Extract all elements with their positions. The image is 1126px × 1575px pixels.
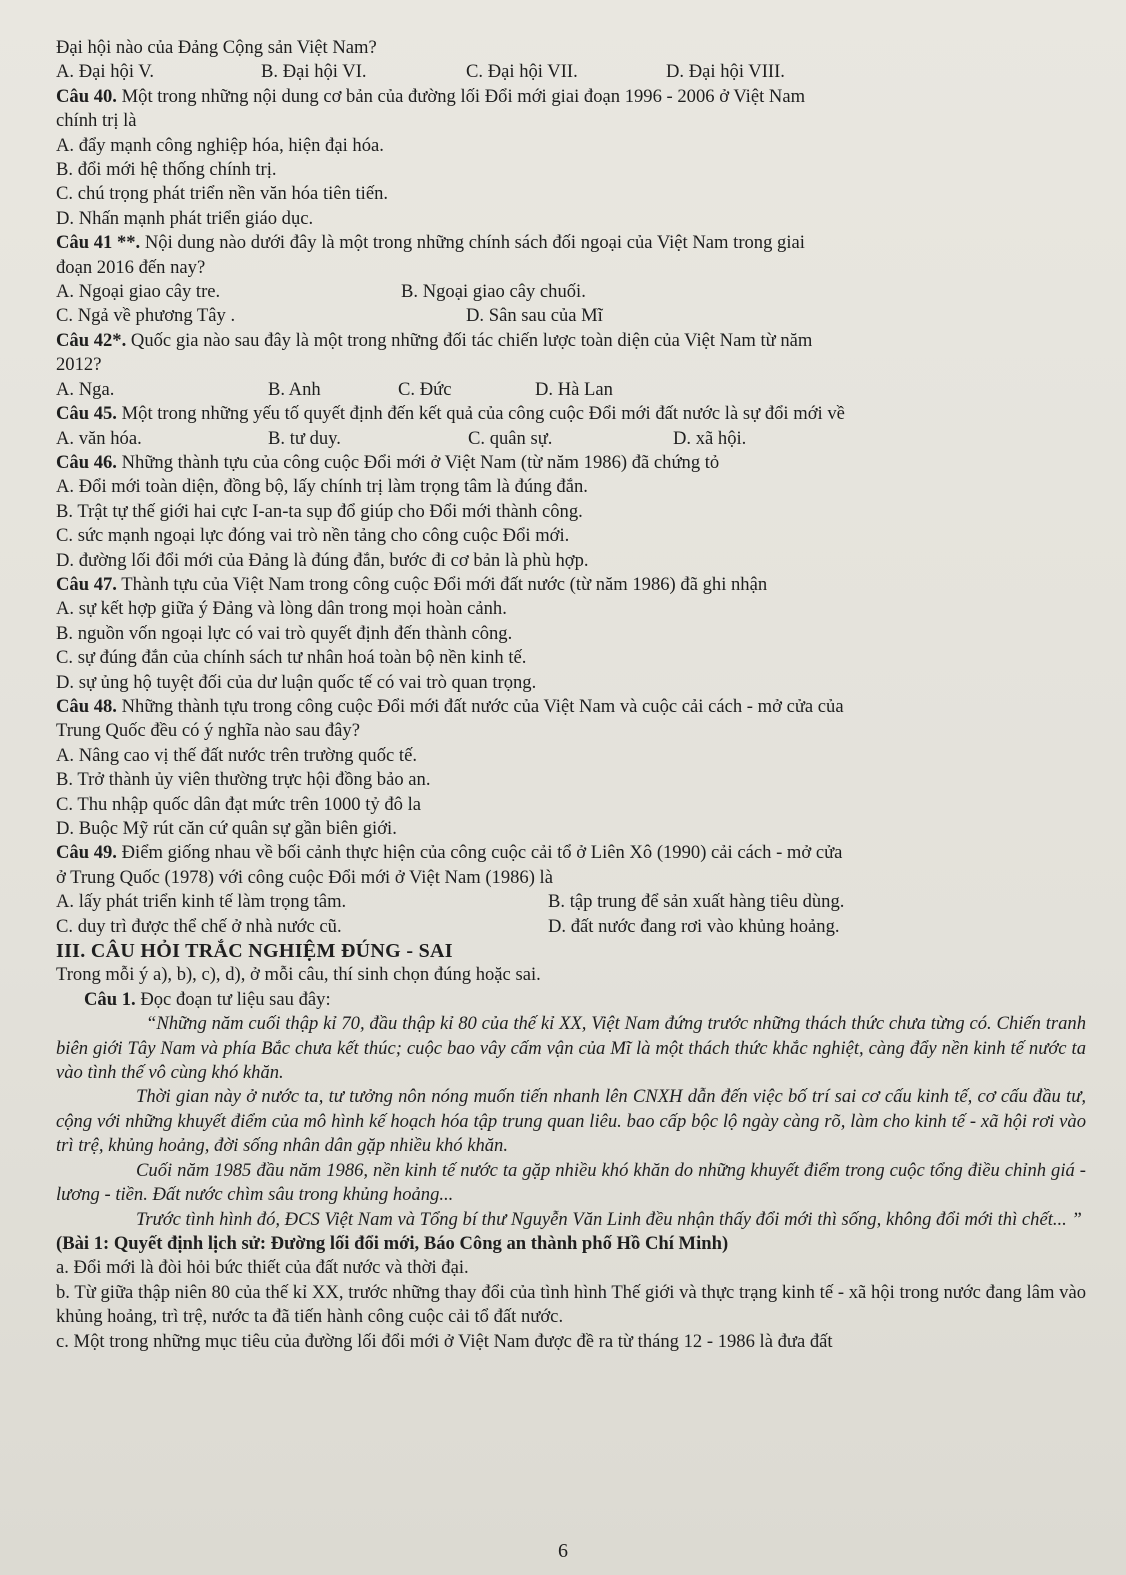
- q47-stem: Thành tựu của Việt Nam trong công cuộc Đổi mới đất nước (từ năm 1986) đã ghi nhận: [116, 573, 768, 595]
- q40-option-c: C. chú trọng phát triển nền văn hóa tiên tiến.: [56, 183, 389, 205]
- q39-stem: Đại hội nào của Đảng Cộng sản Việt Nam?: [56, 37, 377, 58]
- q41-option-c: C. Ngả về phương Tây .: [56, 305, 236, 327]
- q48-option-c: C. Thu nhập quốc dân đạt mức trên 1000 tỷ đô la: [56, 793, 422, 815]
- q49-options-row2: [56, 915, 1086, 939]
- page-content: [56, 36, 1086, 1354]
- q45-option-a: A. văn hóa.: [56, 427, 142, 449]
- q42-stem-line2: 2012?: [56, 354, 102, 376]
- q49-stem: Điểm giống nhau về bối cảnh thực hiện của công cuộc cải tổ ở Liên Xô (1990) cải cách - mở cửa: [116, 842, 843, 864]
- q47-option-c: C. sự đúng đắn của chính sách tư nhân hoá toàn bộ nền kinh tế.: [56, 647, 527, 669]
- q39-options: [56, 60, 1086, 84]
- q45-option-c: C. quân sự.: [468, 427, 553, 449]
- q47-option-d: D. sự ủng hộ tuyệt đối của dư luận quốc tế có vai trò quan trọng.: [56, 671, 537, 693]
- q48-option-a: A. Nâng cao vị thế đất nước trên trường quốc tế.: [56, 744, 417, 766]
- c1-source: (Bài 1: Quyết định lịch sử: Đường lối đổi mới, Báo Công an thành phố Hồ Chí Minh): [56, 1232, 729, 1254]
- q42-stem-line1: [56, 329, 1086, 353]
- c1-quote-paragraph-4: Trước tình hình đó, ĐCS Việt Nam và Tổng bí thư Nguyễn Văn Linh đều nhận thấy đổi mới thì sống, không đổi mới thì chết... ”: [136, 1208, 1082, 1230]
- q42-options: [56, 378, 1086, 402]
- section-instruction: Trong mỗi ý a), b), c), d), ở mỗi câu, thí sinh chọn đúng hoặc sai.: [56, 964, 541, 986]
- q46-option-c: C. sức mạnh ngoại lực đóng vai trò nền tảng cho công cuộc Đổi mới.: [56, 525, 570, 547]
- q39-option-d: D. Đại hội VIII.: [666, 61, 785, 83]
- q42-option-d: D. Hà Lan: [535, 378, 613, 400]
- c1-statement-b: b. Từ giữa thập niên 80 của thế kỉ XX, trước những thay đổi của tình hình Thế giới và thực trạng kinh tế - xã hội trong nước đang lâm vào khủng hoảng, trì trệ, nước ta đã tiến hành công cuộc cải tổ đất nước.: [56, 1281, 1086, 1328]
- q39-option-a: A. Đại hội V.: [56, 61, 154, 83]
- q45-stem: Một trong những yếu tố quyết định đến kết quả của công cuộc Đổi mới đất nước là sự đổi mới về: [116, 403, 845, 425]
- q40-stem: Một trong những nội dung cơ bản của đường lối Đổi mới giai đoạn 1996 - 2006 ở Việt Nam: [116, 85, 806, 107]
- c1-quote-paragraph-2: Thời gian này ở nước ta, tư tưởng nôn nóng muốn tiến nhanh lên CNXH dẫn đến việc bố trí sai cơ cấu kinh tế, cơ cấu đầu tư, cộng với những khuyết điểm của mô hình kế hoạch hóa tập trung quan liêu. bao cấp bộc lộ ngày càng rõ, làm cho kinh tế - xã hội rơi vào trì trệ, khủng hoảng, đời sống nhân dân gặp nhiều khó khăn.: [56, 1086, 1086, 1157]
- q47-option-b: B. nguồn vốn ngoại lực có vai trò quyết định đến thành công.: [56, 622, 513, 644]
- section-heading: III. CÂU HỎI TRẮC NGHIỆM ĐÚNG - SAI: [56, 940, 453, 963]
- q41-stem-line1: [56, 231, 1086, 255]
- q45-label: Câu 45.: [56, 403, 117, 425]
- q41-option-b: B. Ngoại giao cây chuối.: [401, 281, 586, 303]
- q42-option-b: B. Anh: [268, 378, 321, 400]
- q42-option-a: A. Nga.: [56, 378, 115, 400]
- q48-option-b: B. Trở thành ủy viên thường trực hội đồng bảo an.: [56, 769, 431, 791]
- page-number: 6: [558, 1540, 568, 1562]
- q45-option-d: D. xã hội.: [673, 427, 747, 449]
- q45-options: [56, 427, 1086, 451]
- q48-stem-line1: [56, 695, 1086, 719]
- q41-option-a: A. Ngoại giao cây tre.: [56, 281, 221, 303]
- q45-stem-line: [56, 402, 1086, 426]
- q46-option-d: D. đường lối đổi mới của Đảng là đúng đắn, bước đi cơ bản là phù hợp.: [56, 549, 589, 571]
- q39-option-c: C. Đại hội VII.: [466, 61, 578, 83]
- q46-stem: Những thành tựu của công cuộc Đổi mới ở Việt Nam (từ năm 1986) đã chứng tỏ: [116, 451, 720, 473]
- q42-option-c: C. Đức: [398, 378, 452, 400]
- q47-stem-line: [56, 573, 1086, 597]
- q40-option-a: A. đẩy mạnh công nghiệp hóa, hiện đại hóa.: [56, 134, 384, 156]
- q48-stem-line2: Trung Quốc đều có ý nghĩa nào sau đây?: [56, 720, 360, 742]
- q41-stem: Nội dung nào dưới đây là một trong những chính sách đối ngoại của Việt Nam trong giai: [140, 232, 805, 254]
- q47-label: Câu 47.: [56, 573, 117, 595]
- c1-quote-paragraph-1: “Những năm cuối thập kỉ 70, đầu thập kỉ 80 của thế kỉ XX, Việt Nam đứng trước những thách thức chưa từng có. Chiến tranh biên giới Tây Nam và phía Bắc chưa kết thúc; cuộc bao vây cấm vận của Mĩ là một thách thức khắc nghiệt, càng đẩy nền kinh tế nước ta vào tình thế vô cùng khó khăn.: [56, 1013, 1086, 1084]
- q41-options-row2: [56, 304, 1086, 328]
- q41-option-d: D. Sân sau của Mĩ: [466, 305, 603, 327]
- q49-label: Câu 49.: [56, 842, 117, 864]
- q40-stem-line2: chính trị là: [56, 110, 137, 132]
- q40-label: Câu 40.: [56, 85, 117, 107]
- q41-stem-line2: đoạn 2016 đến nay?: [56, 256, 206, 278]
- q46-option-a: A. Đổi mới toàn diện, đồng bộ, lấy chính trị làm trọng tâm là đúng đắn.: [56, 476, 588, 498]
- q42-stem: Quốc gia nào sau đây là một trong những đối tác chiến lược toàn diện của Việt Nam từ năm: [126, 329, 813, 351]
- c1-statement-c: c. Một trong những mục tiêu của đường lối đổi mới ở Việt Nam được đề ra từ tháng 12 - 1986 là đưa đất: [56, 1330, 833, 1352]
- q49-option-c: C. duy trì được thể chế ở nhà nước cũ.: [56, 915, 342, 937]
- q40-stem-line1: [56, 85, 1086, 109]
- q40-option-d: D. Nhấn mạnh phát triển giáo dục.: [56, 207, 314, 229]
- q45-option-b: B. tư duy.: [268, 427, 341, 449]
- q41-label: Câu 41 **.: [56, 232, 141, 254]
- c1-statement-a: a. Đổi mới là đòi hỏi bức thiết của đất nước và thời đại.: [56, 1257, 469, 1279]
- q49-option-d: D. đất nước đang rơi vào khủng hoảng.: [548, 915, 840, 937]
- q42-label: Câu 42*.: [56, 329, 127, 351]
- q40-option-b: B. đổi mới hệ thống chính trị.: [56, 159, 277, 181]
- c1-quote-paragraph-3: Cuối năm 1985 đầu năm 1986, nền kinh tế nước ta gặp nhiều khó khăn do những khuyết điểm trong cuộc tổng điều chỉnh giá - lương - tiền. Đất nước chìm sâu trong khủng hoảng...: [56, 1159, 1086, 1206]
- q49-options-row1: [56, 890, 1086, 914]
- q49-option-a: A. lấy phát triển kinh tế làm trọng tâm.: [56, 891, 347, 913]
- c1-label: Câu 1.: [84, 988, 136, 1010]
- q49-option-b: B. tập trung để sản xuất hàng tiêu dùng.: [548, 891, 845, 913]
- q46-option-b: B. Trật tự thế giới hai cực I-an-ta sụp đổ giúp cho Đổi mới thành công.: [56, 500, 583, 522]
- q48-stem: Những thành tựu trong công cuộc Đổi mới đất nước của Việt Nam và cuộc cải cách - mở cửa của: [116, 695, 844, 717]
- q46-stem-line: [56, 451, 1086, 475]
- q41-options-row1: [56, 280, 1086, 304]
- c1-stem-line: [56, 988, 1086, 1012]
- q39-option-b: B. Đại hội VI.: [261, 61, 367, 83]
- q47-option-a: A. sự kết hợp giữa ý Đảng và lòng dân trong mọi hoàn cảnh.: [56, 598, 507, 620]
- q49-stem-line1: [56, 841, 1086, 865]
- c1-stem: Đọc đoạn tư liệu sau đây:: [135, 988, 331, 1010]
- q46-label: Câu 46.: [56, 451, 117, 473]
- q49-stem-line2: ở Trung Quốc (1978) với công cuộc Đổi mới ở Việt Nam (1986) là: [56, 866, 553, 888]
- q48-label: Câu 48.: [56, 695, 117, 717]
- q48-option-d: D. Buộc Mỹ rút căn cứ quân sự gần biên giới.: [56, 818, 397, 839]
